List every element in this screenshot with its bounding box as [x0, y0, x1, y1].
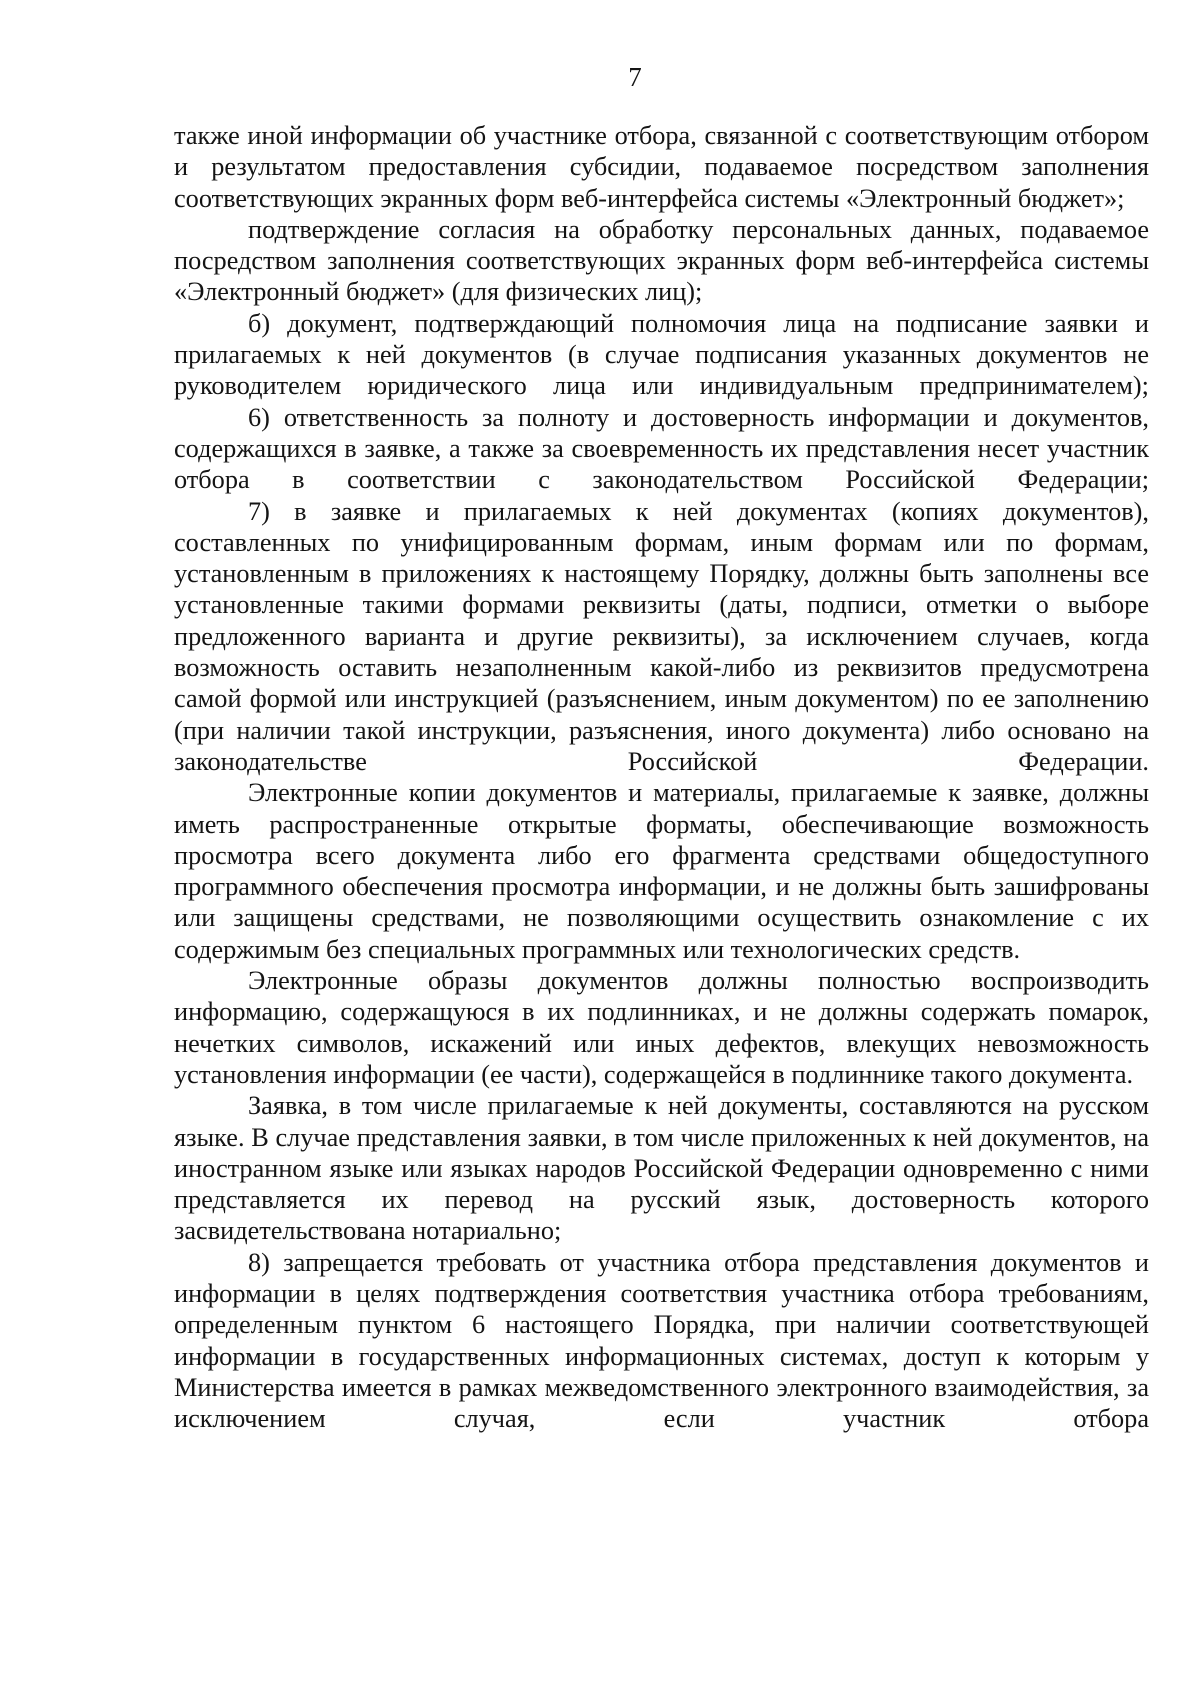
paragraph: Электронные копии документов и материалы, прилагаемые к заявке, должны иметь распространенные открытые форматы, обеспечивающие возможность просмотра всего документа либо его фрагмента средствами общедоступного программного обеспечения просмотра информации, и не должны быть зашифрованы или защищены средствами, не позволяющими осуществить ознакомление с их содержимым без специальных программных или технологических средств. [174, 778, 1149, 964]
paragraph: также иной информации об участнике отбора, связанной с соответствующим отбором и результатом предоставления субсидии, подаваемое посредством заполнения соответствующих экранных форм веб-интерфейса системы «Электронный бюджет»; [174, 121, 1149, 213]
page-number: 7 [628, 62, 642, 92]
paragraph: Электронные образы документов должны полностью воспроизводить информацию, содержащуюся в их подлинниках, и не должны содержать помарок, нечетких символов, искажений или иных дефектов, влекущих невозможность установления информации (ее части), содержащейся в подлиннике такого документа. [174, 966, 1149, 1089]
paragraph: Заявка, в том числе прилагаемые к ней документы, составляются на русском языке. В случае представления заявки, в том числе приложенных к ней документов, на иностранном языке или языках народов Российской Федерации одновременно с ними представляется их перевод на русский язык, достоверность которого засвидетельствована нотариально; [174, 1091, 1149, 1246]
paragraph: б) документ, подтверждающий полномочия лица на подписание заявки и прилагаемых к ней документов (в случае подписания указанных документов не руководителем юридического лица или индивидуальным предпринимателем); [174, 308, 1149, 401]
paragraph: подтверждение согласия на обработку персональных данных, подаваемое посредством заполнения соответствующих экранных форм веб-интерфейса системы «Электронный бюджет» (для физических лиц); [174, 214, 1149, 307]
paragraph: 6) ответственность за полноту и достоверность информации и документов, содержащихся в заявке, а также за своевременность их представления несет участник отбора в соответствии с законодательством Российской Федерации; [174, 402, 1149, 495]
paragraph: 7) в заявке и прилагаемых к ней документах (копиях документов), составленных по унифицированным формам, иным формам или по формам, установленным в приложениях к настоящему Порядку, должны быть заполнены все установленные такими формами реквизиты (даты, подписи, отметки о выборе предложенного варианта и другие реквизиты), за исключением случаев, когда возможность оставить незаполненным какой-либо из реквизитов предусмотрена самой формой или инструкцией (разъяснением, иным документом) по ее заполнению (при наличии такой инструкции, разъяснения, иного документа) либо основано на законодательстве Российской Федерации. [174, 496, 1149, 776]
body-text [174, 120, 1149, 1434]
paragraph: 8) запрещается требовать от участника отбора представления документов и информации в целях подтверждения соответствия участника отбора требованиям, определенным пунктом 6 настоящего Порядка, при наличии соответствующей информации в государственных информационных системах, доступ к которым у Министерства имеется в рамках межведомственного электронного взаимодействия, за исключением случая, если участник отбора [174, 1247, 1149, 1434]
